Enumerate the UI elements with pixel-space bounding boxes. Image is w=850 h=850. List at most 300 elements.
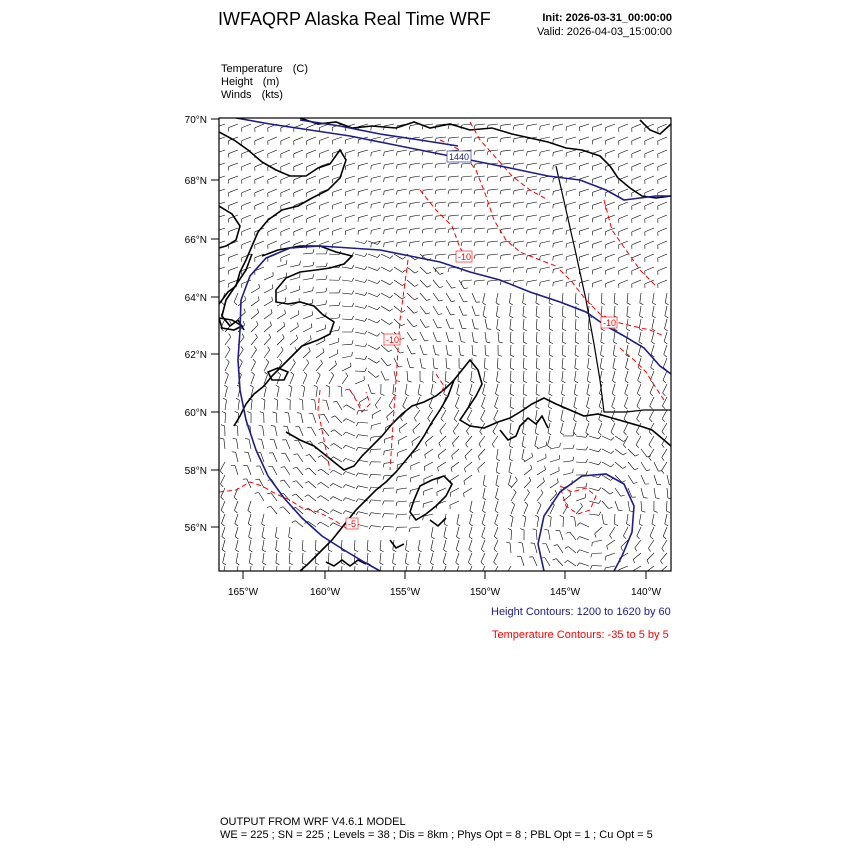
height-label: 1440	[449, 152, 470, 162]
wind-barb	[407, 306, 414, 313]
wind-barb-flag	[612, 394, 615, 396]
wind-barb	[464, 475, 472, 481]
wind-barb	[418, 540, 420, 550]
wind-barb	[262, 527, 264, 537]
wind-barb	[464, 462, 472, 468]
wind-barb	[467, 410, 472, 419]
wind-barb-flag	[450, 493, 451, 497]
wind-barb-flag	[222, 411, 226, 413]
wind-barb	[423, 176, 433, 177]
wind-barb	[547, 436, 550, 446]
wind-barb	[527, 163, 537, 165]
wind-barb	[514, 124, 524, 126]
wind-barb	[514, 228, 524, 230]
wind-barb	[627, 306, 628, 316]
wind-barb-flag	[248, 524, 251, 526]
wind-barb-flag	[447, 368, 451, 369]
wind-barb-flag	[548, 420, 551, 422]
wind-barb	[521, 556, 524, 566]
wind-barb-flag	[305, 495, 308, 497]
aleutian-1	[326, 560, 366, 566]
wind-barb	[639, 332, 641, 342]
wind-barb	[575, 358, 576, 368]
wind-barb	[436, 254, 446, 255]
wind-barb	[320, 202, 329, 206]
wind-barb	[320, 176, 329, 180]
wind-barb	[576, 498, 585, 501]
wind-barb	[303, 363, 309, 371]
wind-barb	[524, 457, 533, 462]
wind-barb	[522, 436, 524, 446]
wind-barb-flag	[575, 342, 579, 344]
wind-barb-flag	[425, 443, 426, 447]
wind-barb-flag	[300, 261, 301, 265]
wind-barb	[593, 150, 602, 153]
wind-barb	[431, 527, 433, 537]
model-config: WE = 225 ; SN = 225 ; Levels = 38 ; Dis = 8km ; Phys Opt = 8 ; PBL Opt = 1 ; Cu Opt = 5	[220, 829, 653, 841]
wind-barb	[329, 353, 338, 358]
wind-barb-flag	[573, 420, 576, 422]
wind-barb	[501, 267, 511, 268]
wind-barb-flag	[221, 425, 225, 426]
wind-barb	[662, 449, 667, 457]
wind-barb-flag	[221, 497, 224, 500]
wind-barb-flag	[402, 297, 405, 299]
wind-barb-flag	[562, 368, 566, 370]
wind-barb-flag	[662, 470, 664, 473]
wind-barb-flag	[330, 497, 333, 500]
wind-barb	[533, 557, 537, 566]
wind-barb-flag	[328, 576, 332, 578]
wind-barb-flag	[428, 418, 430, 421]
lat-label: 58°N	[184, 466, 207, 477]
wind-barb	[611, 423, 615, 432]
wind-barb-flag	[456, 550, 459, 552]
wind-barb	[462, 124, 472, 125]
wind-barb-flag	[557, 478, 558, 482]
wind-barb	[610, 527, 615, 535]
wind-barb-flag	[390, 295, 393, 298]
wind-barb	[560, 531, 563, 540]
wind-barb-flag	[547, 446, 550, 448]
wind-barb-flag	[280, 480, 284, 481]
wind-barb-flag	[427, 286, 431, 288]
wind-barb	[277, 338, 284, 345]
wind-barb-flag	[621, 547, 623, 551]
wind-barb-flag	[526, 126, 527, 130]
wind-barb-flag	[466, 444, 468, 447]
wind-barb-flag	[487, 229, 488, 233]
wind-barb-flag	[387, 417, 388, 421]
wind-barb	[251, 375, 254, 384]
wind-barb-flag	[254, 346, 256, 349]
wind-barb-flag	[536, 394, 540, 396]
wind-barb	[562, 358, 563, 368]
wind-barb	[433, 293, 439, 301]
wind-barb	[632, 241, 641, 245]
wind-barb	[475, 124, 485, 125]
wind-barb-flag	[461, 177, 462, 181]
wind-barb	[606, 254, 615, 258]
wind-barb	[462, 163, 472, 164]
wind-barb-flag	[236, 398, 240, 400]
wind-barb-flag	[279, 507, 283, 509]
wind-barb	[281, 163, 290, 167]
wind-barb-flag	[624, 406, 627, 409]
wind-barb	[216, 228, 225, 231]
wind-barb-flag	[245, 439, 249, 440]
wind-barb	[470, 384, 472, 394]
wind-barb	[540, 137, 550, 139]
wind-barb-flag	[313, 262, 314, 266]
wind-barb	[410, 176, 420, 178]
wind-barb	[497, 319, 498, 329]
wind-barb	[488, 189, 498, 190]
wind-barb-flag	[365, 266, 367, 269]
wind-barb-flag	[234, 510, 237, 513]
wind-barb-flag	[356, 435, 358, 439]
valid-time: Valid: 2026-04-03_15:00:00	[537, 26, 672, 38]
wind-barb	[495, 384, 498, 394]
wind-barb	[450, 488, 459, 493]
wind-barb	[249, 439, 251, 449]
wind-barb	[588, 293, 589, 303]
aleutian-3	[430, 518, 446, 526]
wind-barb-flag	[365, 356, 367, 359]
wind-barb	[242, 241, 251, 245]
wind-barb	[290, 314, 299, 319]
wind-barb-flag	[637, 393, 640, 396]
wind-barb	[454, 410, 459, 419]
wind-barb	[450, 501, 459, 505]
wind-barb	[496, 306, 498, 316]
wind-barb	[397, 202, 407, 204]
wind-barb-flag	[369, 474, 371, 478]
wind-barb-flag	[443, 563, 446, 565]
wind-barb-flag	[523, 394, 527, 396]
wind-barb	[418, 553, 420, 563]
wind-barb	[358, 150, 368, 153]
wind-barb-flag	[253, 359, 256, 362]
wind-barb-flag	[590, 566, 592, 570]
wind-barb	[225, 362, 229, 371]
wind-barb	[345, 202, 355, 205]
wind-barb-flag	[396, 230, 397, 234]
temperature-contours	[219, 122, 664, 528]
wind-barb	[524, 505, 528, 514]
wind-barb-flag	[500, 190, 501, 194]
wind-barb-flag	[481, 549, 484, 552]
wind-barb	[593, 254, 602, 257]
wind-barb	[602, 488, 610, 494]
wind-barb-flag	[633, 483, 637, 484]
wind-barb	[483, 488, 485, 498]
wind-barb	[501, 150, 511, 151]
wind-barb	[501, 254, 511, 255]
wind-barb	[423, 137, 433, 138]
wind-barb-flag	[614, 524, 618, 526]
wind-barb	[251, 400, 252, 410]
wind-barb	[371, 500, 381, 501]
wind-barb-flag	[453, 431, 455, 434]
wind-barb-flag	[500, 281, 501, 285]
wind-barb	[441, 410, 446, 419]
wind-barb-flag	[451, 301, 455, 302]
wind-barb-flag	[422, 151, 423, 155]
wind-barb	[574, 517, 576, 527]
wind-barb-flag	[461, 190, 462, 194]
wind-barb	[619, 228, 628, 232]
wind-barb	[268, 150, 277, 154]
wind-barb	[394, 280, 402, 286]
wind-barb-flag	[611, 432, 614, 435]
wind-barb-flag	[467, 419, 470, 422]
wind-barb	[308, 495, 316, 501]
wind-barb	[632, 228, 641, 232]
wind-barb-flag	[554, 545, 558, 546]
wind-barb-flag	[343, 405, 346, 407]
wind-barb	[303, 266, 313, 267]
wind-barb	[640, 293, 641, 303]
wind-barb	[550, 517, 551, 527]
wind-barb	[612, 397, 615, 406]
wind-barb-flag	[662, 549, 664, 552]
wind-barb	[575, 293, 576, 303]
wind-barb-flag	[456, 537, 459, 539]
wind-barb-flag	[510, 381, 514, 383]
wind-barb	[523, 345, 524, 355]
wind-barb	[223, 553, 225, 563]
wind-barb-flag	[637, 536, 640, 539]
wind-barb-flag	[284, 322, 285, 326]
wind-barb-flag	[306, 441, 310, 442]
wind-barb	[355, 241, 365, 244]
wind-barb-flag	[390, 256, 393, 259]
wind-barb	[501, 176, 511, 177]
wind-barb	[452, 436, 459, 443]
wind-barb	[403, 397, 407, 406]
wind-barb	[566, 254, 576, 257]
wind-barb-flag	[390, 269, 393, 272]
wind-barb-flag	[242, 334, 244, 337]
wind-barb-flag	[417, 576, 420, 578]
wind-barb-flag	[513, 243, 514, 247]
wind-barb	[358, 163, 368, 166]
wind-barb-flag	[352, 316, 354, 320]
wind-barb-flag	[343, 432, 346, 435]
wind-barb	[589, 462, 599, 465]
wind-barb-flag	[321, 360, 323, 364]
wind-barb	[236, 540, 238, 550]
wind-barb	[398, 436, 407, 441]
wind-barb	[602, 462, 611, 467]
wind-barb-flag	[487, 255, 488, 259]
height-contours	[236, 118, 671, 571]
wind-barb	[641, 462, 646, 471]
wind-barb	[335, 416, 342, 423]
wind-barb-flag	[396, 515, 397, 519]
wind-barb-flag	[262, 537, 265, 539]
wind-barb-flag	[573, 457, 574, 461]
wind-barb-flag	[444, 394, 447, 396]
wind-barb-flag	[525, 502, 528, 505]
wind-barb	[523, 358, 524, 368]
wind-barb-flag	[444, 524, 447, 526]
wind-barb-flag	[409, 217, 410, 221]
wind-barb	[453, 423, 459, 431]
wind-barb-flag	[382, 526, 384, 530]
wind-barb	[534, 543, 537, 553]
wind-barb	[488, 124, 498, 125]
wind-barb	[562, 332, 563, 342]
wind-barb-flag	[487, 138, 488, 142]
wind-barb	[371, 423, 381, 426]
wind-barb	[333, 523, 342, 527]
wind-barb	[632, 215, 641, 219]
wind-barb	[625, 371, 628, 381]
wind-barb-flag	[440, 273, 444, 274]
wind-barb-flag	[289, 537, 293, 539]
wind-barb-flag	[384, 204, 385, 208]
wind-barb	[229, 267, 238, 271]
wind-barb-flag	[352, 328, 353, 332]
wind-barb-flag	[487, 190, 488, 194]
wind-barb	[294, 241, 303, 245]
wind-barb-flag	[422, 368, 426, 369]
wind-barb	[433, 358, 434, 368]
wind-barb-flag	[637, 406, 640, 409]
wind-barb-flag	[526, 191, 527, 195]
wind-barb	[235, 527, 238, 537]
wind-barb-flag	[369, 500, 371, 504]
wind-barb	[275, 426, 277, 436]
wind-barb-flag	[289, 563, 293, 565]
wind-barb	[358, 525, 368, 527]
wind-barb	[527, 202, 537, 204]
wind-barb-flag	[438, 455, 439, 459]
wind-barb	[315, 540, 316, 550]
wind-barb	[593, 280, 602, 283]
wind-barb-flag	[431, 394, 434, 396]
wind-barb	[549, 371, 550, 381]
wind-barb-flag	[461, 138, 462, 142]
wind-barb-flag	[500, 151, 501, 155]
wind-barb-flag	[422, 177, 423, 181]
wind-barb-flag	[523, 316, 527, 318]
wind-barb-flag	[612, 381, 615, 383]
wind-barb	[264, 276, 273, 280]
wind-barb-flag	[474, 268, 475, 272]
wind-barb-flag	[448, 255, 449, 259]
wind-barb	[510, 306, 511, 316]
lat-label: 64°N	[184, 293, 207, 304]
wind-barb	[436, 202, 446, 203]
wind-barb	[619, 202, 628, 206]
wind-barb	[568, 547, 576, 553]
wind-barb-flag	[343, 485, 346, 488]
wind-barb-flag	[496, 472, 499, 474]
wind-barb-flag	[402, 270, 405, 272]
wind-barb	[514, 215, 524, 217]
wind-barb-flag	[405, 563, 408, 565]
wind-barb	[482, 514, 485, 524]
wind-barb-flag	[586, 420, 589, 422]
wind-barb-flag	[262, 550, 265, 552]
wind-barb	[527, 176, 537, 178]
wind-barb	[439, 436, 446, 443]
wind-barb	[242, 124, 251, 128]
wind-barb	[294, 163, 303, 167]
wind-barb	[436, 241, 446, 242]
wind-barb	[599, 397, 602, 407]
wind-barb-flag	[577, 563, 580, 566]
wind-barb	[501, 163, 511, 164]
wind-barb	[321, 469, 329, 475]
wind-barb	[624, 423, 628, 432]
wind-barb-flag	[536, 355, 540, 357]
wind-barb	[627, 514, 628, 524]
wind-barb	[573, 423, 576, 433]
wind-barb	[627, 319, 628, 329]
wind-barb-flag	[352, 352, 353, 356]
wind-barb-flag	[250, 385, 253, 387]
wind-barb	[624, 397, 628, 406]
wind-barb-flag	[283, 334, 285, 338]
wind-barb-flag	[586, 471, 587, 475]
wind-barb	[358, 435, 368, 436]
wind-barb	[255, 137, 264, 141]
wind-barb	[371, 202, 381, 204]
wind-barb	[560, 423, 563, 433]
wind-barb-flag	[541, 490, 543, 493]
wind-barb	[255, 124, 264, 128]
wind-barb-flag	[390, 282, 393, 285]
wind-barb-flag	[650, 406, 653, 409]
wind-barb	[407, 319, 413, 327]
aleutian-2	[390, 540, 404, 548]
wind-barb-flag	[249, 550, 252, 552]
wind-barb-flag	[633, 559, 634, 563]
wind-barb	[602, 514, 604, 524]
wind-barb-flag	[513, 126, 514, 130]
wind-barb	[328, 540, 329, 550]
wind-barb	[345, 150, 355, 153]
wind-barb	[540, 215, 550, 217]
wind-barb	[665, 306, 667, 316]
wind-barb	[289, 540, 290, 550]
wind-barb	[663, 384, 667, 393]
wind-barb-flag	[403, 406, 406, 409]
wind-barb	[632, 566, 641, 571]
wind-barb	[472, 306, 475, 315]
wind-barb	[346, 458, 355, 462]
wind-barb-flag	[223, 563, 226, 565]
wind-barb	[665, 514, 667, 524]
wind-barb	[615, 501, 618, 510]
wind-barb	[294, 189, 303, 193]
wind-barb-flag	[664, 329, 667, 331]
wind-barb-flag	[276, 576, 280, 578]
wind-barb	[606, 267, 615, 271]
wind-barb-flag	[339, 302, 340, 306]
wind-barb-flag	[510, 316, 514, 318]
wind-barb	[346, 471, 355, 475]
wind-barb-flag	[249, 537, 252, 539]
wind-barb	[407, 332, 413, 340]
height-contour	[241, 246, 671, 374]
wind-barb	[342, 356, 352, 358]
wind-barb-flag	[441, 419, 444, 422]
